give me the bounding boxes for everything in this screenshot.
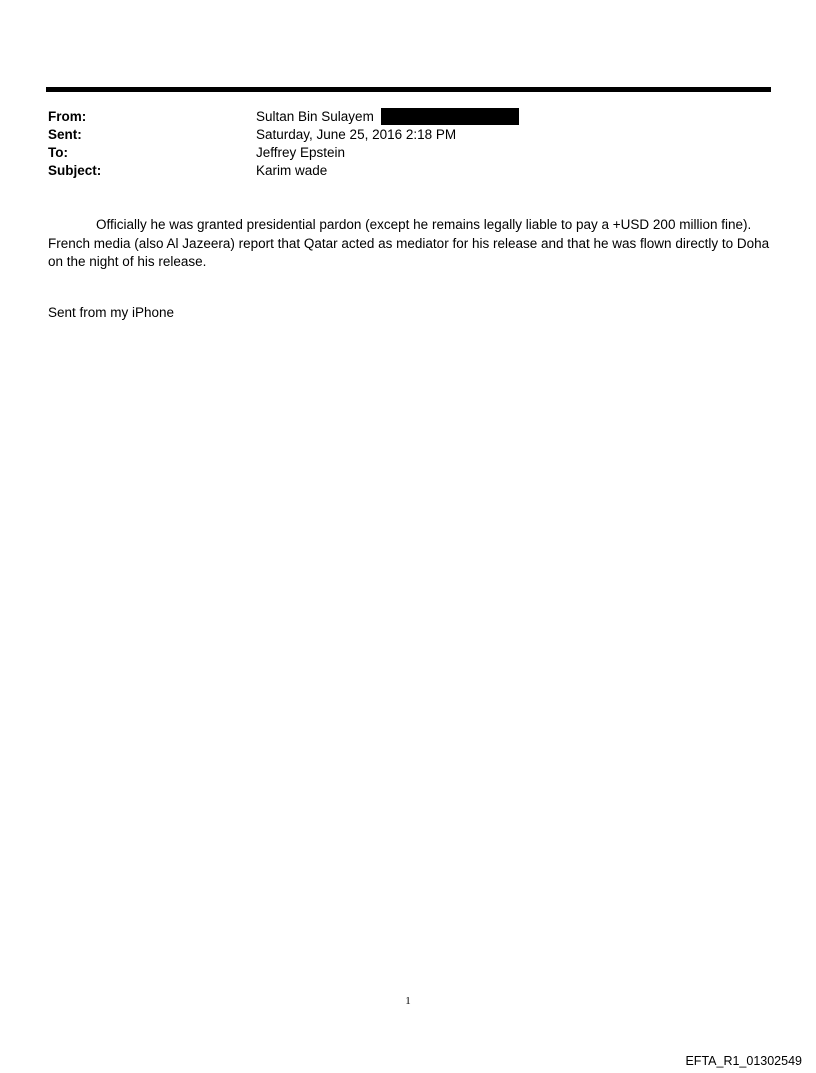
- to-row: [48, 143, 768, 161]
- subject-row: [48, 161, 768, 179]
- sent-value: Saturday, June 25, 2016 2:18 PM: [256, 126, 457, 142]
- subject-value: Karim wade: [256, 162, 328, 178]
- email-signature: Sent from my iPhone: [48, 305, 175, 320]
- email-header: [48, 107, 768, 179]
- from-row: [48, 107, 768, 125]
- page-number: 1: [405, 995, 411, 1007]
- document-id: EFTA_R1_01302549: [685, 1054, 802, 1068]
- from-label: From:: [48, 108, 87, 124]
- to-label: To:: [48, 144, 68, 160]
- subject-label: Subject:: [48, 162, 102, 178]
- from-value: Sultan Bin Sulayem: [256, 108, 374, 124]
- from-value-container: [256, 108, 519, 125]
- to-value: Jeffrey Epstein: [256, 144, 346, 160]
- header-divider: [46, 87, 771, 92]
- sent-row: [48, 125, 768, 143]
- email-body-paragraph: Officially he was granted presidential pardon (except he remains legally liable to pay a +USD 200 million fine). French media (also Al Jazeera) report that Qatar acted as mediator for his release and that he was flown directly to Doha on the night of his release.: [48, 217, 770, 269]
- redaction-box: [381, 108, 519, 125]
- sent-label: Sent:: [48, 126, 82, 142]
